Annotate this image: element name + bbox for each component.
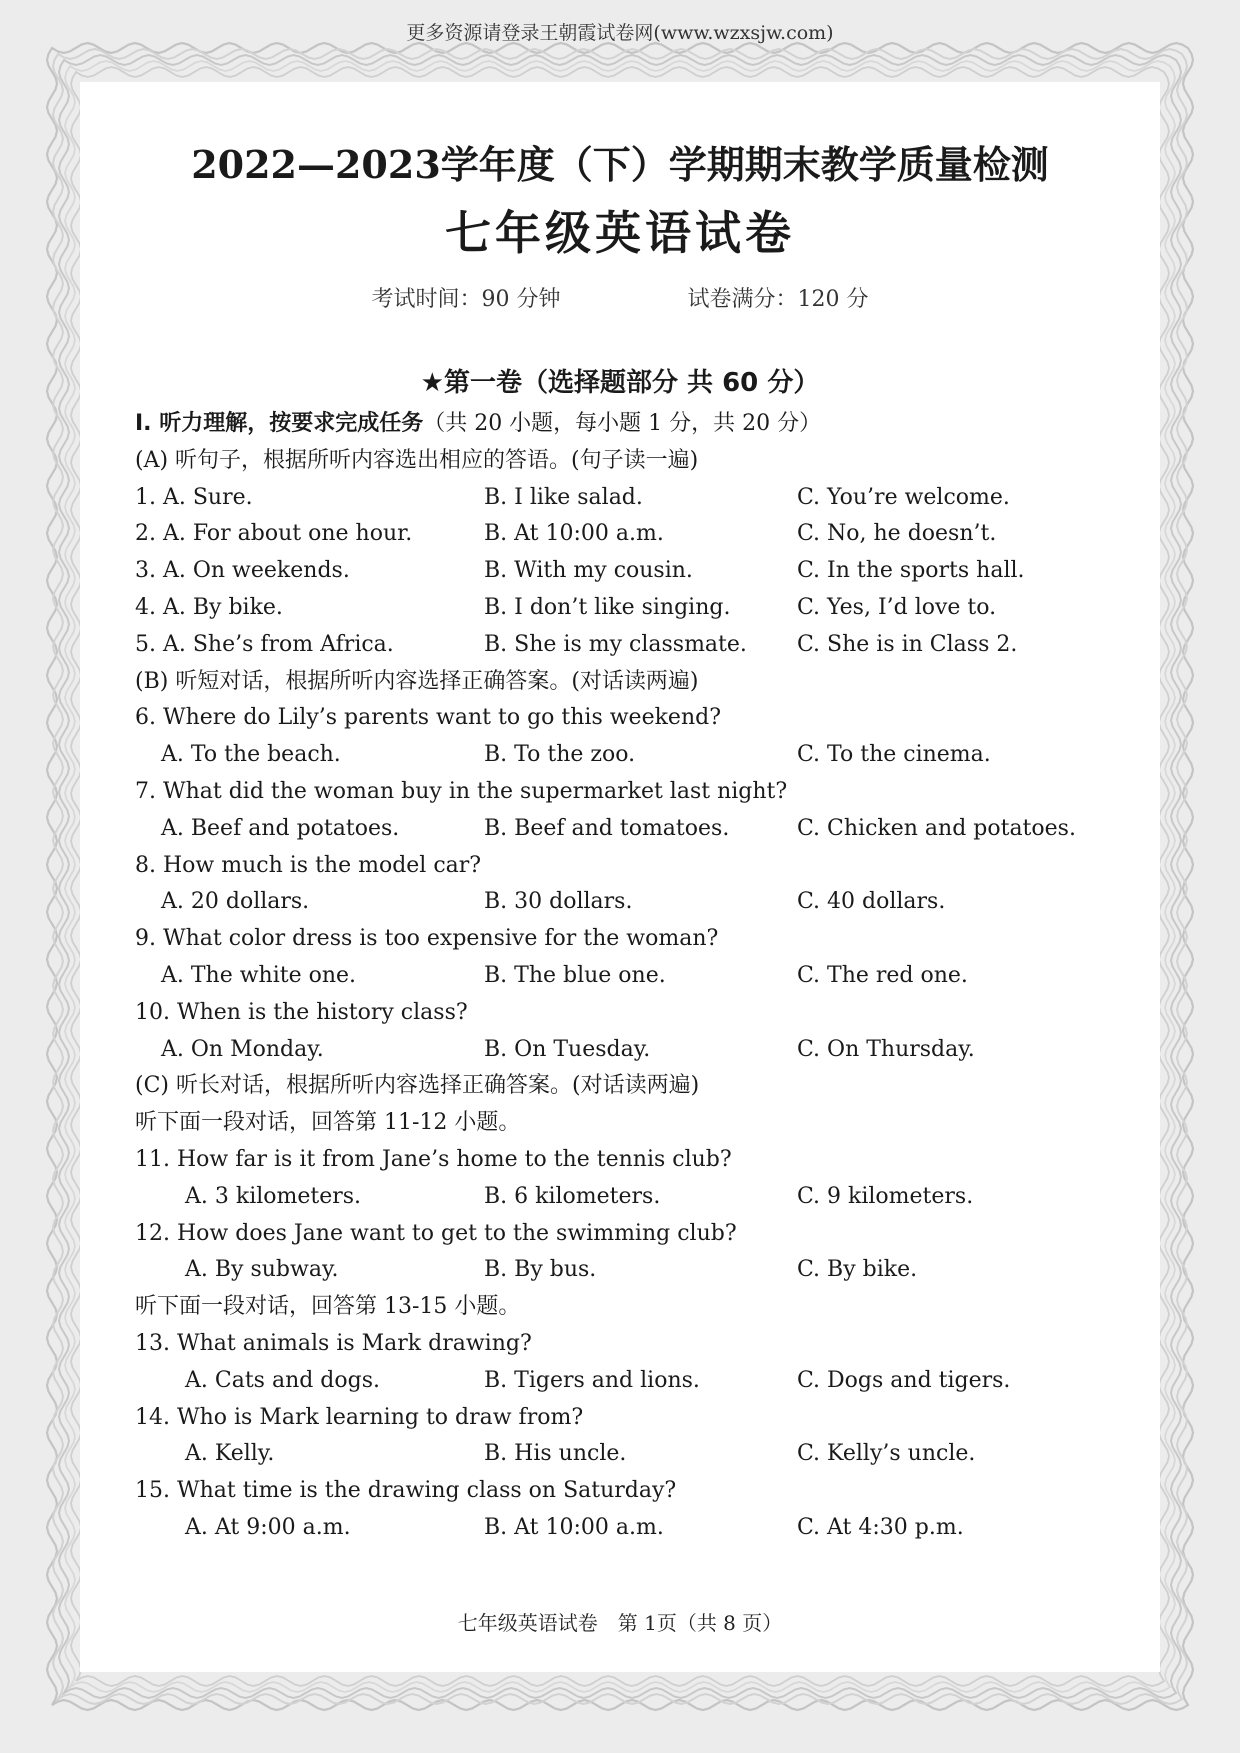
part-b-instruction: (B) 听短对话，根据所听内容选择正确答案。(对话读两遍) bbox=[135, 668, 699, 694]
q1-option-c: C. You’re welcome. bbox=[797, 484, 1010, 510]
q7-option-b: B. Beef and tomatoes. bbox=[484, 815, 730, 841]
q2-option-b: B. At 10:00 a.m. bbox=[484, 521, 664, 547]
q15-option-b: B. At 10:00 a.m. bbox=[484, 1514, 664, 1540]
question-15-stem: 15. What time is the drawing class on Saturday? bbox=[135, 1478, 677, 1504]
q10-option-a: A. On Monday. bbox=[161, 1036, 324, 1062]
q14-option-a: A. Kelly. bbox=[185, 1441, 275, 1467]
q1-option-a: 1. A. Sure. bbox=[135, 484, 253, 510]
q8-option-b: B. 30 dollars. bbox=[484, 889, 633, 915]
q5-option-b: B. She is my classmate. bbox=[484, 631, 747, 657]
note-13-15: 听下面一段对话，回答第 13-15 小题。 bbox=[135, 1294, 521, 1320]
question-11-stem: 11. How far is it from Jane’s home to the tennis club? bbox=[135, 1146, 732, 1172]
note-11-12: 听下面一段对话，回答第 11-12 小题。 bbox=[135, 1110, 521, 1136]
q14-option-c: C. Kelly’s uncle. bbox=[797, 1441, 976, 1467]
question-12-options bbox=[135, 1252, 1135, 1289]
exam-page bbox=[80, 82, 1160, 1672]
question-10-options bbox=[135, 1032, 1135, 1069]
q15-option-a: A. At 9:00 a.m. bbox=[185, 1514, 351, 1540]
question-4 bbox=[135, 590, 1135, 627]
exam-time: 考试时间：90 分钟 bbox=[371, 287, 561, 312]
q3-option-c: C. In the sports hall. bbox=[797, 558, 1025, 584]
question-15-options bbox=[135, 1510, 1135, 1547]
question-14-options bbox=[135, 1436, 1135, 1473]
q11-option-c: C. 9 kilometers. bbox=[797, 1183, 974, 1209]
q9-option-b: B. The blue one. bbox=[484, 962, 666, 988]
q11-option-b: B. 6 kilometers. bbox=[484, 1183, 661, 1209]
q12-option-c: C. By bike. bbox=[797, 1257, 918, 1283]
exam-title-line1: 2022—2023学年度（下）学期期末教学质量检测 bbox=[191, 142, 1049, 187]
exam-meta bbox=[80, 282, 1160, 313]
q11-option-a: A. 3 kilometers. bbox=[185, 1183, 362, 1209]
q7-option-c: C. Chicken and potatoes. bbox=[797, 815, 1076, 841]
page-footer: 七年级英语试卷 第 1页（共 8 页） bbox=[457, 1611, 783, 1635]
question-9-stem: 9. What color dress is too expensive for the woman? bbox=[135, 926, 719, 952]
q13-option-a: A. Cats and dogs. bbox=[185, 1367, 381, 1393]
question-9-options bbox=[135, 958, 1135, 995]
q6-option-a: A. To the beach. bbox=[161, 742, 341, 768]
q3-option-b: B. With my cousin. bbox=[484, 558, 693, 584]
volume-heading: ★第一卷（选择题部分 共 60 分） bbox=[420, 368, 820, 398]
q13-option-c: C. Dogs and tigers. bbox=[797, 1367, 1011, 1393]
q15-option-c: C. At 4:30 p.m. bbox=[797, 1514, 964, 1540]
question-12-stem: 12. How does Jane want to get to the swimming club? bbox=[135, 1220, 737, 1246]
question-2 bbox=[135, 516, 1135, 553]
q8-option-c: C. 40 dollars. bbox=[797, 889, 946, 915]
q12-option-a: A. By subway. bbox=[185, 1257, 339, 1283]
q9-option-a: A. The white one. bbox=[161, 962, 357, 988]
q8-option-a: A. 20 dollars. bbox=[161, 889, 310, 915]
q2-option-c: C. No, he doesn’t. bbox=[797, 521, 997, 547]
question-5 bbox=[135, 627, 1135, 664]
q4-option-c: C. Yes, I’d love to. bbox=[797, 594, 997, 620]
q13-option-b: B. Tigers and lions. bbox=[484, 1367, 700, 1393]
question-6-options bbox=[135, 737, 1135, 774]
question-7-options bbox=[135, 811, 1135, 848]
q6-option-c: C. To the cinema. bbox=[797, 742, 991, 768]
q4-option-a: 4. A. By bike. bbox=[135, 594, 283, 620]
q4-option-b: B. I don’t like singing. bbox=[484, 594, 731, 620]
q12-option-b: B. By bus. bbox=[484, 1257, 597, 1283]
q3-option-a: 3. A. On weekends. bbox=[135, 558, 350, 584]
question-1 bbox=[135, 480, 1135, 517]
question-11-options bbox=[135, 1179, 1135, 1216]
section-title-rest: （共 20 小题，每小题 1 分，共 20 分） bbox=[423, 411, 822, 436]
question-8-stem: 8. How much is the model car? bbox=[135, 852, 482, 878]
exam-title-line2: 七年级英语试卷 bbox=[445, 206, 795, 260]
question-3 bbox=[135, 553, 1135, 590]
part-a-instruction: (A) 听句子，根据所听内容选出相应的答语。(句子读一遍) bbox=[135, 447, 699, 473]
q7-option-a: A. Beef and potatoes. bbox=[161, 815, 400, 841]
q9-option-c: C. The red one. bbox=[797, 962, 968, 988]
q1-option-b: B. I like salad. bbox=[484, 484, 643, 510]
section-title bbox=[135, 406, 1135, 443]
full-score: 试卷满分：120 分 bbox=[687, 287, 869, 312]
q10-option-c: C. On Thursday. bbox=[797, 1036, 975, 1062]
question-6-stem: 6. Where do Lily’s parents want to go this weekend? bbox=[135, 705, 721, 731]
question-13-options bbox=[135, 1363, 1135, 1400]
q5-option-c: C. She is in Class 2. bbox=[797, 631, 1018, 657]
question-10-stem: 10. When is the history class? bbox=[135, 999, 468, 1025]
question-13-stem: 13. What animals is Mark drawing? bbox=[135, 1330, 532, 1356]
watermark-text: 更多资源请登录王朝霞试卷网(www.wzxsjw.com) bbox=[406, 22, 834, 44]
listening-section bbox=[135, 406, 1135, 1547]
q2-option-a: 2. A. For about one hour. bbox=[135, 521, 413, 547]
q14-option-b: B. His uncle. bbox=[484, 1441, 627, 1467]
q5-option-a: 5. A. She’s from Africa. bbox=[135, 631, 394, 657]
part-c-instruction: (C) 听长对话，根据所听内容选择正确答案。(对话读两遍) bbox=[135, 1073, 700, 1099]
question-7-stem: 7. What did the woman buy in the supermarket last night? bbox=[135, 778, 788, 804]
q10-option-b: B. On Tuesday. bbox=[484, 1036, 651, 1062]
question-8-options bbox=[135, 884, 1135, 921]
section-title-bold: Ⅰ. 听力理解，按要求完成任务 bbox=[135, 411, 424, 436]
q6-option-b: B. To the zoo. bbox=[484, 742, 636, 768]
question-14-stem: 14. Who is Mark learning to draw from? bbox=[135, 1404, 584, 1430]
